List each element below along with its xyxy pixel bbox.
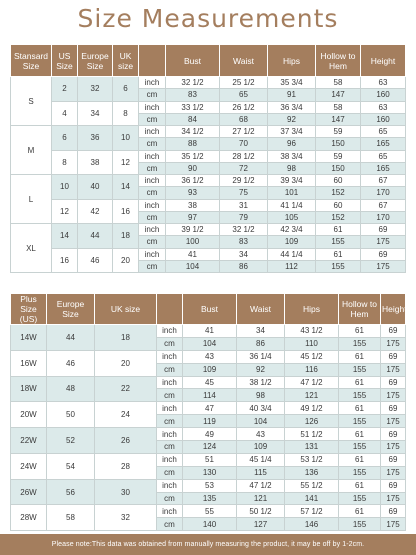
- bust-cell: 97: [166, 211, 220, 223]
- uk-size-cell: 28: [95, 453, 157, 479]
- hollow-cell: 59: [316, 126, 361, 138]
- unit-cell: cm: [157, 415, 183, 428]
- hips-cell: 136: [285, 466, 339, 479]
- height-cell: 69: [381, 428, 406, 441]
- hollow-cell: 60: [316, 175, 361, 187]
- waist-cell: 65: [220, 89, 268, 101]
- hips-cell: 92: [268, 113, 316, 125]
- size-label: L: [11, 175, 52, 224]
- table-header-row: [11, 45, 406, 77]
- us-size-cell: 12: [52, 199, 78, 224]
- hips-cell: 101: [268, 187, 316, 199]
- hips-cell: 36 3/4: [268, 101, 316, 113]
- waist-cell: 31: [220, 199, 268, 211]
- bust-cell: 41: [166, 248, 220, 260]
- hollow-cell: 155: [339, 363, 381, 376]
- height-cell: 69: [381, 505, 406, 518]
- table-row: [11, 150, 406, 162]
- hollow-cell: 155: [339, 415, 381, 428]
- header-bust: Bust: [183, 294, 237, 325]
- hollow-cell: 150: [316, 162, 361, 174]
- unit-cell: cm: [139, 162, 166, 174]
- unit-cell: cm: [139, 187, 166, 199]
- hips-cell: 110: [285, 337, 339, 350]
- us-size-cell: 10: [52, 175, 78, 200]
- table-row: [11, 350, 406, 363]
- hips-cell: 45 1/2: [285, 350, 339, 363]
- waist-cell: 36 1/4: [237, 350, 285, 363]
- plus-size-cell: 22W: [11, 428, 47, 454]
- hollow-cell: 61: [339, 402, 381, 415]
- hips-cell: 57 1/2: [285, 505, 339, 518]
- europe-size-cell: 58: [47, 505, 95, 531]
- hips-cell: 41 1/4: [268, 199, 316, 211]
- bust-cell: 41: [183, 325, 237, 338]
- bust-cell: 100: [166, 236, 220, 248]
- unit-cell: inch: [139, 126, 166, 138]
- europe-size-cell: 44: [78, 224, 113, 249]
- europe-size-cell: 44: [47, 325, 95, 351]
- bust-cell: 34 1/2: [166, 126, 220, 138]
- waist-cell: 26 1/2: [220, 101, 268, 113]
- header-uk-size: UK size: [95, 294, 157, 325]
- plus-size-table: [10, 293, 406, 531]
- europe-size-cell: 46: [78, 248, 113, 273]
- hollow-cell: 155: [339, 518, 381, 531]
- bust-cell: 124: [183, 441, 237, 454]
- height-cell: 69: [361, 248, 406, 260]
- plus-size-cell: 26W: [11, 479, 47, 505]
- hollow-cell: 59: [316, 150, 361, 162]
- table-row: [11, 175, 406, 187]
- table-header-row: [11, 294, 406, 325]
- hips-cell: 126: [285, 415, 339, 428]
- height-cell: 65: [361, 126, 406, 138]
- hips-cell: 51 1/2: [285, 428, 339, 441]
- table-row: [11, 453, 406, 466]
- uk-size-cell: 20: [113, 248, 139, 273]
- uk-size-cell: 16: [113, 199, 139, 224]
- height-cell: 170: [361, 211, 406, 223]
- unit-cell: inch: [139, 248, 166, 260]
- waist-cell: 72: [220, 162, 268, 174]
- height-cell: 69: [381, 376, 406, 389]
- table-row: [11, 325, 406, 338]
- bust-cell: 33 1/2: [166, 101, 220, 113]
- header-waist: Waist: [237, 294, 285, 325]
- hips-cell: 98: [268, 162, 316, 174]
- europe-size-cell: 54: [47, 453, 95, 479]
- waist-cell: 47 1/2: [237, 479, 285, 492]
- bust-cell: 55: [183, 505, 237, 518]
- europe-size-cell: 36: [78, 126, 113, 151]
- waist-cell: 38 1/2: [237, 376, 285, 389]
- hollow-cell: 61: [316, 224, 361, 236]
- hollow-cell: 155: [339, 441, 381, 454]
- bust-cell: 90: [166, 162, 220, 174]
- waist-cell: 45 1/4: [237, 453, 285, 466]
- unit-cell: cm: [157, 337, 183, 350]
- unit-cell: inch: [139, 175, 166, 187]
- uk-size-cell: 8: [113, 101, 139, 126]
- hips-cell: 38 3/4: [268, 150, 316, 162]
- bust-cell: 36 1/2: [166, 175, 220, 187]
- plus-size-cell: 24W: [11, 453, 47, 479]
- height-cell: 175: [381, 389, 406, 402]
- waist-cell: 32 1/2: [220, 224, 268, 236]
- uk-size-cell: 10: [113, 126, 139, 151]
- height-cell: 63: [361, 101, 406, 113]
- unit-cell: inch: [139, 224, 166, 236]
- height-cell: 175: [381, 466, 406, 479]
- hollow-cell: 152: [316, 187, 361, 199]
- unit-cell: cm: [157, 441, 183, 454]
- height-cell: 165: [361, 162, 406, 174]
- height-cell: 69: [361, 224, 406, 236]
- height-cell: 175: [381, 363, 406, 376]
- height-cell: 69: [381, 479, 406, 492]
- uk-size-cell: 12: [113, 150, 139, 175]
- table-row: [11, 126, 406, 138]
- hollow-cell: 155: [316, 260, 361, 272]
- height-cell: 175: [381, 492, 406, 505]
- bust-cell: 93: [166, 187, 220, 199]
- europe-size-cell: 46: [47, 350, 95, 376]
- plus-size-cell: 16W: [11, 350, 47, 376]
- hips-cell: 43 1/2: [285, 325, 339, 338]
- waist-cell: 34: [220, 248, 268, 260]
- unit-cell: inch: [157, 402, 183, 415]
- table-row: [11, 199, 406, 211]
- header-height: Height: [361, 45, 406, 77]
- height-cell: 165: [361, 138, 406, 150]
- europe-size-cell: 32: [78, 77, 113, 102]
- waist-cell: 28 1/2: [220, 150, 268, 162]
- bust-cell: 32 1/2: [166, 77, 220, 89]
- hollow-cell: 155: [339, 492, 381, 505]
- hollow-cell: 58: [316, 77, 361, 89]
- bust-cell: 140: [183, 518, 237, 531]
- hips-cell: 55 1/2: [285, 479, 339, 492]
- waist-cell: 40 3/4: [237, 402, 285, 415]
- height-cell: 69: [381, 453, 406, 466]
- unit-cell: cm: [157, 466, 183, 479]
- height-cell: 67: [361, 199, 406, 211]
- unit-cell: inch: [139, 199, 166, 211]
- waist-cell: 98: [237, 389, 285, 402]
- waist-cell: 86: [220, 260, 268, 272]
- height-cell: 170: [361, 187, 406, 199]
- size-label: S: [11, 77, 52, 126]
- height-cell: 69: [381, 402, 406, 415]
- bust-cell: 104: [166, 260, 220, 272]
- hips-cell: 35 3/4: [268, 77, 316, 89]
- plus-size-cell: 18W: [11, 376, 47, 402]
- waist-cell: 70: [220, 138, 268, 150]
- unit-cell: cm: [157, 389, 183, 402]
- unit-cell: cm: [139, 260, 166, 272]
- hollow-cell: 61: [339, 325, 381, 338]
- header-bust: Bust: [166, 45, 220, 77]
- waist-cell: 115: [237, 466, 285, 479]
- table-row: [11, 224, 406, 236]
- bust-cell: 49: [183, 428, 237, 441]
- hollow-cell: 60: [316, 199, 361, 211]
- header-hips: Hips: [268, 45, 316, 77]
- hips-cell: 96: [268, 138, 316, 150]
- plus-size-body: [11, 325, 406, 531]
- unit-cell: inch: [157, 505, 183, 518]
- table-row: [11, 248, 406, 260]
- table-row: [11, 479, 406, 492]
- us-size-cell: 16: [52, 248, 78, 273]
- hollow-cell: 61: [339, 428, 381, 441]
- hollow-cell: 147: [316, 113, 361, 125]
- waist-cell: 50 1/2: [237, 505, 285, 518]
- europe-size-cell: 56: [47, 479, 95, 505]
- hollow-cell: 58: [316, 101, 361, 113]
- plus-size-cell: 14W: [11, 325, 47, 351]
- europe-size-cell: 42: [78, 199, 113, 224]
- standard-size-table: [10, 44, 406, 273]
- hollow-cell: 61: [316, 248, 361, 260]
- bust-cell: 35 1/2: [166, 150, 220, 162]
- waist-cell: 34: [237, 325, 285, 338]
- unit-cell: cm: [139, 236, 166, 248]
- height-cell: 175: [381, 415, 406, 428]
- hollow-cell: 152: [316, 211, 361, 223]
- bust-cell: 45: [183, 376, 237, 389]
- standard-size-body: [11, 77, 406, 273]
- waist-cell: 109: [237, 441, 285, 454]
- us-size-cell: 4: [52, 101, 78, 126]
- bust-cell: 109: [183, 363, 237, 376]
- hips-cell: 47 1/2: [285, 376, 339, 389]
- unit-cell: cm: [139, 138, 166, 150]
- waist-cell: 79: [220, 211, 268, 223]
- unit-cell: inch: [139, 101, 166, 113]
- header-us-size: US Size: [52, 45, 78, 77]
- page-title: Size Measurements: [77, 4, 339, 33]
- hollow-cell: 61: [339, 505, 381, 518]
- bust-cell: 130: [183, 466, 237, 479]
- waist-cell: 86: [237, 337, 285, 350]
- header-hollow-to-hem: Hollow to Hem: [339, 294, 381, 325]
- header-standard-size: Stansard Size: [11, 45, 52, 77]
- table-row: [11, 402, 406, 415]
- size-label: M: [11, 126, 52, 175]
- unit-cell: cm: [157, 363, 183, 376]
- bust-cell: 51: [183, 453, 237, 466]
- uk-size-cell: 18: [95, 325, 157, 351]
- measurement-note: Please note:This data was obtained from manually measuring the product, it may be off by 1-2cm.: [0, 534, 416, 555]
- table-row: [11, 376, 406, 389]
- hips-cell: 37 3/4: [268, 126, 316, 138]
- unit-cell: inch: [157, 376, 183, 389]
- height-cell: 175: [361, 236, 406, 248]
- hips-cell: 53 1/2: [285, 453, 339, 466]
- europe-size-cell: 52: [47, 428, 95, 454]
- uk-size-cell: 18: [113, 224, 139, 249]
- unit-cell: inch: [157, 350, 183, 363]
- uk-size-cell: 6: [113, 77, 139, 102]
- bust-cell: 38: [166, 199, 220, 211]
- waist-cell: 27 1/2: [220, 126, 268, 138]
- bust-cell: 114: [183, 389, 237, 402]
- hollow-cell: 61: [339, 479, 381, 492]
- waist-cell: 25 1/2: [220, 77, 268, 89]
- hips-cell: 116: [285, 363, 339, 376]
- size-label: XL: [11, 224, 52, 273]
- europe-size-cell: 40: [78, 175, 113, 200]
- header-uk-size: UK size: [113, 45, 139, 77]
- header-hips: Hips: [285, 294, 339, 325]
- hips-cell: 131: [285, 441, 339, 454]
- bust-cell: 135: [183, 492, 237, 505]
- waist-cell: 127: [237, 518, 285, 531]
- hollow-cell: 61: [339, 453, 381, 466]
- hips-cell: 146: [285, 518, 339, 531]
- hips-cell: 39 3/4: [268, 175, 316, 187]
- plus-size-cell: 20W: [11, 402, 47, 428]
- uk-size-cell: 30: [95, 479, 157, 505]
- height-cell: 175: [381, 441, 406, 454]
- header-height: Height: [381, 294, 406, 325]
- unit-cell: cm: [139, 89, 166, 101]
- hips-cell: 91: [268, 89, 316, 101]
- hollow-cell: 155: [339, 466, 381, 479]
- header-europe-size: Europe Size: [78, 45, 113, 77]
- bust-cell: 53: [183, 479, 237, 492]
- header-unit: [157, 294, 183, 325]
- us-size-cell: 14: [52, 224, 78, 249]
- unit-cell: cm: [139, 211, 166, 223]
- bust-cell: 104: [183, 337, 237, 350]
- height-cell: 175: [381, 518, 406, 531]
- bust-cell: 39 1/2: [166, 224, 220, 236]
- header-unit: [139, 45, 166, 77]
- europe-size-cell: 48: [47, 376, 95, 402]
- hips-cell: 105: [268, 211, 316, 223]
- unit-cell: inch: [139, 150, 166, 162]
- hips-cell: 109: [268, 236, 316, 248]
- height-cell: 69: [381, 325, 406, 338]
- height-cell: 175: [361, 260, 406, 272]
- hips-cell: 49 1/2: [285, 402, 339, 415]
- hollow-cell: 155: [316, 236, 361, 248]
- us-size-cell: 8: [52, 150, 78, 175]
- uk-size-cell: 14: [113, 175, 139, 200]
- height-cell: 175: [381, 337, 406, 350]
- europe-size-cell: 34: [78, 101, 113, 126]
- unit-cell: inch: [157, 325, 183, 338]
- unit-cell: inch: [157, 428, 183, 441]
- unit-cell: cm: [157, 492, 183, 505]
- bust-cell: 119: [183, 415, 237, 428]
- waist-cell: 29 1/2: [220, 175, 268, 187]
- hips-cell: 121: [285, 389, 339, 402]
- hips-cell: 44 1/4: [268, 248, 316, 260]
- hollow-cell: 155: [339, 337, 381, 350]
- header-hollow-to-hem: Hollow to Hem: [316, 45, 361, 77]
- hollow-cell: 150: [316, 138, 361, 150]
- table-row: [11, 505, 406, 518]
- hollow-cell: 147: [316, 89, 361, 101]
- waist-cell: 121: [237, 492, 285, 505]
- uk-size-cell: 32: [95, 505, 157, 531]
- hollow-cell: 155: [339, 389, 381, 402]
- europe-size-cell: 50: [47, 402, 95, 428]
- bust-cell: 83: [166, 89, 220, 101]
- waist-cell: 68: [220, 113, 268, 125]
- unit-cell: inch: [157, 453, 183, 466]
- bust-cell: 47: [183, 402, 237, 415]
- header-plus-size: Plus Size (US): [11, 294, 47, 325]
- unit-cell: inch: [139, 77, 166, 89]
- height-cell: 63: [361, 77, 406, 89]
- height-cell: 67: [361, 175, 406, 187]
- us-size-cell: 6: [52, 126, 78, 151]
- header-waist: Waist: [220, 45, 268, 77]
- height-cell: 65: [361, 150, 406, 162]
- uk-size-cell: 22: [95, 376, 157, 402]
- waist-cell: 104: [237, 415, 285, 428]
- bust-cell: 88: [166, 138, 220, 150]
- hips-cell: 112: [268, 260, 316, 272]
- bust-cell: 43: [183, 350, 237, 363]
- hips-cell: 141: [285, 492, 339, 505]
- us-size-cell: 2: [52, 77, 78, 102]
- table-row: [11, 428, 406, 441]
- hollow-cell: 61: [339, 376, 381, 389]
- waist-cell: 43: [237, 428, 285, 441]
- unit-cell: inch: [157, 479, 183, 492]
- height-cell: 160: [361, 113, 406, 125]
- height-cell: 69: [381, 350, 406, 363]
- hips-cell: 42 3/4: [268, 224, 316, 236]
- table-row: [11, 77, 406, 89]
- bust-cell: 84: [166, 113, 220, 125]
- plus-size-cell: 28W: [11, 505, 47, 531]
- hollow-cell: 61: [339, 350, 381, 363]
- unit-cell: cm: [139, 113, 166, 125]
- uk-size-cell: 26: [95, 428, 157, 454]
- unit-cell: cm: [157, 518, 183, 531]
- height-cell: 160: [361, 89, 406, 101]
- uk-size-cell: 24: [95, 402, 157, 428]
- waist-cell: 83: [220, 236, 268, 248]
- waist-cell: 92: [237, 363, 285, 376]
- table-row: [11, 101, 406, 113]
- header-europe-size: Europe Size: [47, 294, 95, 325]
- europe-size-cell: 38: [78, 150, 113, 175]
- uk-size-cell: 20: [95, 350, 157, 376]
- waist-cell: 75: [220, 187, 268, 199]
